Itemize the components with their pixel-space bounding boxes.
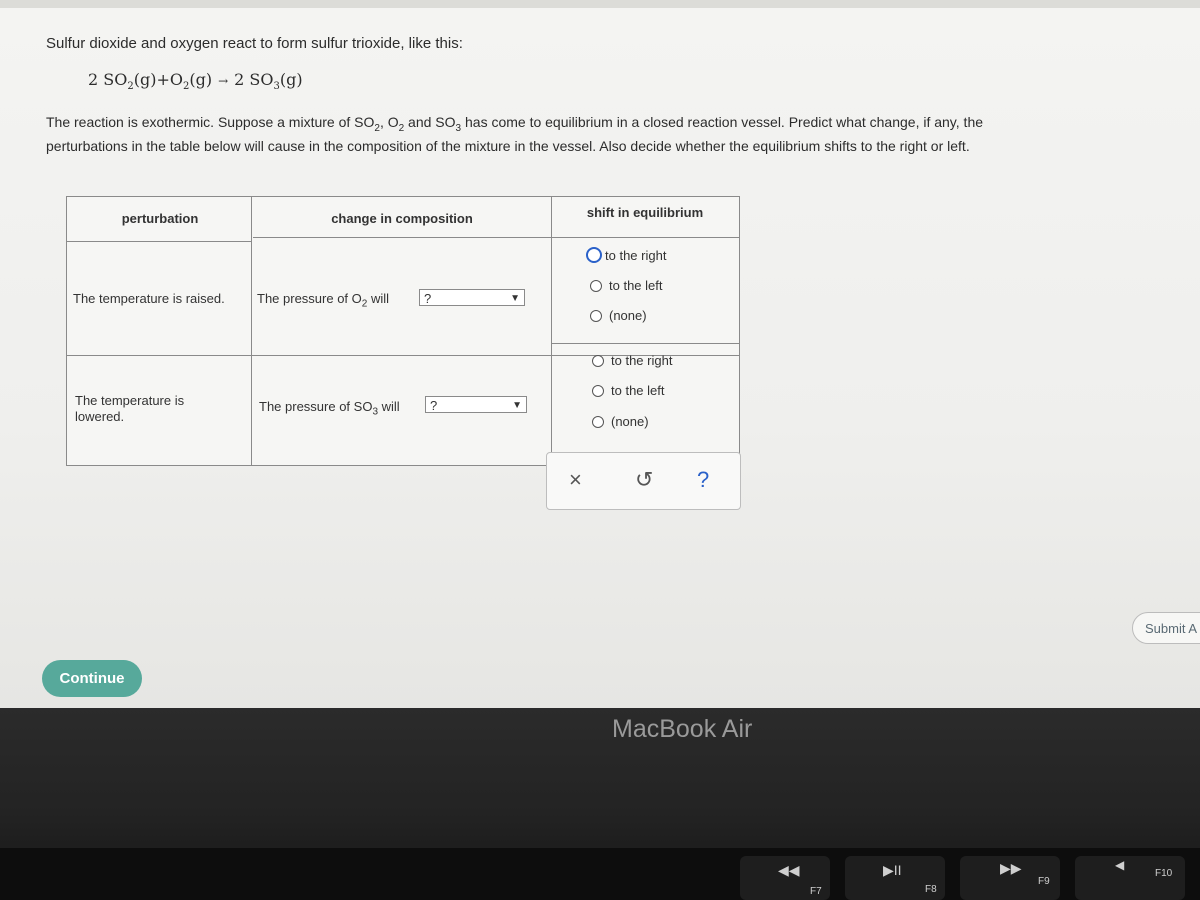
radio-button-focused[interactable] (586, 247, 602, 263)
divider (253, 237, 739, 238)
eq-term: 2 SO (234, 70, 274, 89)
eq-term: 2 SO (88, 70, 128, 89)
divider (551, 197, 552, 465)
header-shift: shift in equilibrium (586, 205, 704, 220)
key-f9 (960, 856, 1060, 900)
para-text: The reaction is exothermic. Suppose a mixture of SO (46, 114, 375, 130)
reaction-arrow-icon: → (218, 74, 229, 88)
row1-perturbation: The temperature is raised. (73, 291, 225, 306)
divider (67, 241, 251, 242)
change-sub: 2 (361, 298, 368, 310)
keyboard-row (0, 848, 1200, 900)
reaction-equation (88, 70, 303, 92)
key-label: F7 (810, 886, 822, 897)
option-label: to the left (609, 278, 663, 293)
option-label: (none) (609, 308, 647, 323)
key-label: F9 (1038, 876, 1050, 887)
row2-option-right[interactable] (592, 353, 672, 368)
radio-button[interactable] (592, 355, 604, 367)
change-sub: 3 (372, 406, 379, 418)
para-sub: 3 (455, 122, 462, 134)
row2-option-left[interactable] (592, 383, 664, 398)
key-label: F8 (925, 884, 937, 895)
divider (551, 343, 739, 344)
radio-button[interactable] (590, 310, 602, 322)
para-sub: 2 (398, 122, 405, 134)
eq-sub: 2 (182, 81, 190, 93)
play-pause-icon: ▶II (883, 862, 902, 878)
row2-composition-select[interactable] (425, 396, 527, 413)
row1-composition-select[interactable] (419, 289, 525, 306)
close-icon[interactable]: × (569, 467, 582, 492)
para-text: has come to equilibrium in a closed reaction vessel. Predict what change, if any, the (461, 114, 984, 130)
continue-button[interactable]: Continue (42, 660, 142, 697)
chevron-down-icon: ▼ (512, 400, 522, 411)
rewind-icon: ◀◀ (778, 862, 800, 878)
header-change: change in composition (331, 211, 473, 226)
option-label: to the right (611, 353, 673, 368)
change-text: The pressure of SO (259, 399, 373, 414)
perturbation-table (66, 196, 740, 466)
select-value: ? (424, 291, 432, 306)
divider (251, 197, 252, 465)
eq-term: (g) (189, 70, 213, 89)
radio-button[interactable] (590, 280, 602, 292)
radio-button[interactable] (592, 416, 604, 428)
undo-icon[interactable]: ↺ (635, 467, 654, 492)
row1-option-left[interactable] (590, 278, 662, 293)
eq-term: (g)+O (133, 70, 183, 89)
row2-change-text (259, 399, 400, 418)
select-value: ? (430, 398, 438, 413)
row1-option-right[interactable] (586, 247, 666, 263)
submit-button[interactable]: Submit A (1132, 612, 1200, 644)
mute-icon: ◀ (1115, 858, 1125, 872)
para-sub: 2 (374, 122, 380, 134)
option-label: to the left (611, 383, 665, 398)
row1-change-text (257, 291, 389, 310)
row2-option-none[interactable] (592, 414, 649, 429)
change-text: The pressure of O (257, 291, 362, 306)
chevron-down-icon: ▼ (510, 293, 520, 304)
para-text: , O (379, 114, 399, 130)
eq-term: (g) (279, 70, 303, 89)
key-f7 (740, 856, 830, 900)
key-f8 (845, 856, 945, 900)
answer-tools (546, 452, 741, 510)
para-text: and SO (404, 114, 456, 130)
perturbation-line: lowered. (75, 409, 125, 424)
eq-sub: 3 (273, 81, 280, 93)
key-label: F10 (1155, 868, 1173, 879)
top-border (0, 0, 1200, 8)
perturbation-line: The temperature is (75, 393, 185, 408)
change-text: will (378, 399, 400, 414)
header-perturbation: perturbation (121, 211, 199, 226)
key-f10 (1075, 856, 1185, 900)
question-paragraph-line2: perturbations in the table below will cause in the composition of the mixture in the vessel. Also decide whether the equilibrium shifts to the right or left. (46, 138, 970, 154)
row2-perturbation (75, 393, 184, 425)
change-text: will (367, 291, 390, 306)
question-paragraph-line1 (46, 114, 1156, 134)
option-label: to the right (605, 247, 667, 263)
row1-option-none[interactable] (590, 308, 647, 323)
help-icon[interactable]: ? (697, 467, 710, 492)
device-brand-label: MacBook Air (612, 715, 753, 743)
option-label: (none) (611, 414, 649, 429)
question-intro: Sulfur dioxide and oxygen react to form sulfur trioxide, like this: (46, 35, 463, 52)
fast-forward-icon: ▶▶ (1000, 860, 1022, 876)
radio-button[interactable] (592, 385, 604, 397)
eq-sub: 2 (127, 81, 134, 93)
